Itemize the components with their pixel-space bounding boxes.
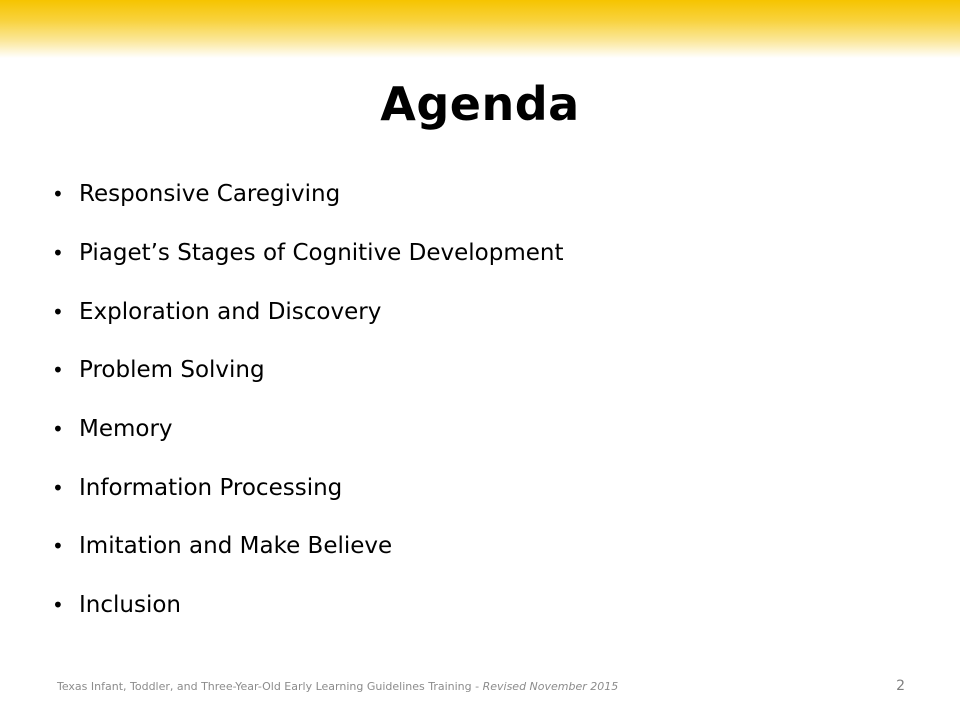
- agenda-list: [52, 165, 912, 635]
- agenda-item-label: Imitation and Make Believe: [79, 533, 393, 560]
- footer: [57, 680, 618, 693]
- bullet-icon: •: [52, 182, 64, 207]
- bullet-icon: •: [52, 534, 64, 559]
- agenda-item: [52, 165, 912, 224]
- top-gradient-band: [0, 0, 960, 58]
- agenda-item: [52, 341, 912, 400]
- bullet-icon: •: [52, 475, 64, 500]
- agenda-item: [52, 224, 912, 283]
- agenda-item-label: Responsive Caregiving: [79, 181, 341, 208]
- agenda-item: [52, 458, 912, 517]
- agenda-item: [52, 282, 912, 341]
- bullet-icon: •: [52, 593, 64, 618]
- footer-text: Texas Infant, Toddler, and Three-Year-Old Early Learning Guidelines Training -: [57, 680, 483, 693]
- footer-revised-date: Revised November 2015: [482, 680, 619, 693]
- bullet-icon: •: [52, 299, 64, 324]
- agenda-item-label: Inclusion: [79, 592, 181, 619]
- bullet-icon: •: [52, 358, 64, 383]
- agenda-item: [52, 400, 912, 459]
- agenda-item-label: Memory: [79, 416, 173, 443]
- agenda-item-label: Problem Solving: [79, 357, 265, 384]
- agenda-item: [52, 576, 912, 635]
- slide-title: Agenda: [380, 77, 580, 131]
- bullet-icon: •: [52, 241, 64, 266]
- page-number: 2: [896, 678, 905, 694]
- agenda-item-label: Piaget’s Stages of Cognitive Development: [79, 240, 564, 267]
- agenda-item-label: Exploration and Discovery: [79, 298, 382, 325]
- agenda-item-label: Information Processing: [79, 474, 343, 501]
- bullet-icon: •: [52, 417, 64, 442]
- agenda-item: [52, 517, 912, 576]
